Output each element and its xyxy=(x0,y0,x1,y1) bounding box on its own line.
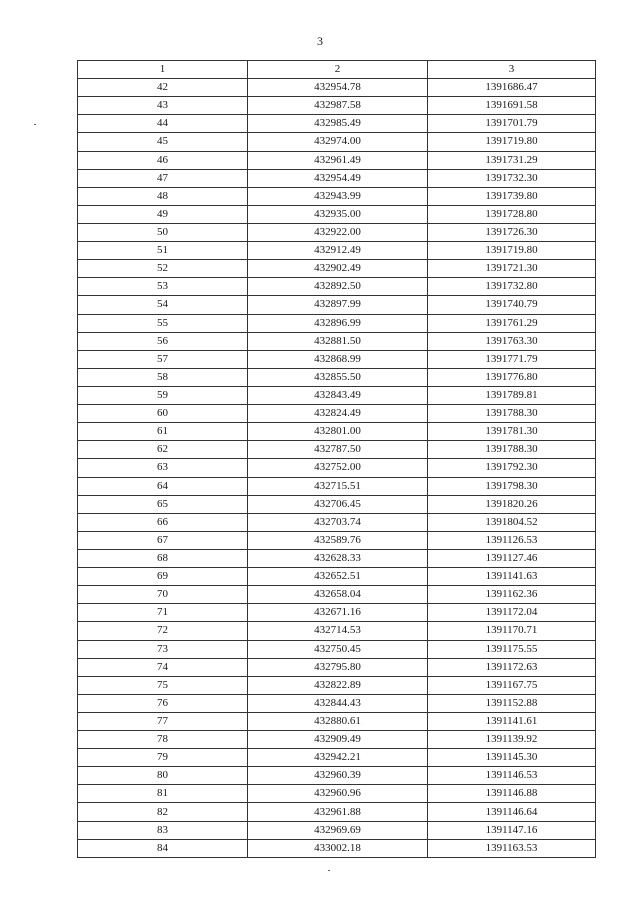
y-coordinate-cell: 1391691.58 xyxy=(428,97,596,115)
x-coordinate-cell: 432896.99 xyxy=(248,314,428,332)
x-coordinate-cell: 432960.39 xyxy=(248,767,428,785)
y-coordinate-cell: 1391167.75 xyxy=(428,676,596,694)
x-coordinate-cell: 432714.53 xyxy=(248,622,428,640)
x-coordinate-cell: 432822.89 xyxy=(248,676,428,694)
table-row xyxy=(78,79,596,97)
x-coordinate-cell: 432715.51 xyxy=(248,477,428,495)
y-coordinate-cell: 1391792.30 xyxy=(428,459,596,477)
table-row xyxy=(78,694,596,712)
x-coordinate-cell: 432844.43 xyxy=(248,694,428,712)
table-row xyxy=(78,839,596,857)
point-number-cell: 77 xyxy=(78,712,248,730)
y-coordinate-cell: 1391771.79 xyxy=(428,350,596,368)
x-coordinate-cell: 432954.49 xyxy=(248,169,428,187)
x-coordinate-cell: 432909.49 xyxy=(248,731,428,749)
point-number-cell: 50 xyxy=(78,223,248,241)
table-row xyxy=(78,568,596,586)
point-number-cell: 75 xyxy=(78,676,248,694)
table-row xyxy=(78,531,596,549)
point-number-cell: 54 xyxy=(78,296,248,314)
x-coordinate-cell: 432703.74 xyxy=(248,513,428,531)
y-coordinate-cell: 1391798.30 xyxy=(428,477,596,495)
table-row xyxy=(78,441,596,459)
x-coordinate-cell: 432961.88 xyxy=(248,803,428,821)
y-coordinate-cell: 1391763.30 xyxy=(428,332,596,350)
y-coordinate-cell: 1391152.88 xyxy=(428,694,596,712)
y-coordinate-cell: 1391146.64 xyxy=(428,803,596,821)
table-row xyxy=(78,785,596,803)
x-coordinate-cell: 432943.99 xyxy=(248,187,428,205)
x-coordinate-cell: 432987.58 xyxy=(248,97,428,115)
x-coordinate-cell: 432787.50 xyxy=(248,441,428,459)
y-coordinate-cell: 1391139.92 xyxy=(428,731,596,749)
point-number-cell: 82 xyxy=(78,803,248,821)
point-number-cell: 79 xyxy=(78,749,248,767)
point-number-cell: 76 xyxy=(78,694,248,712)
table-row xyxy=(78,658,596,676)
table-row xyxy=(78,332,596,350)
point-number-cell: 47 xyxy=(78,169,248,187)
x-coordinate-cell: 432671.16 xyxy=(248,604,428,622)
y-coordinate-cell: 1391146.53 xyxy=(428,767,596,785)
table-body xyxy=(78,79,596,858)
header-col-3: 3 xyxy=(428,61,596,79)
x-coordinate-cell: 432752.00 xyxy=(248,459,428,477)
x-coordinate-cell: 432880.61 xyxy=(248,712,428,730)
x-coordinate-cell: 432974.00 xyxy=(248,133,428,151)
table-row xyxy=(78,97,596,115)
table-row xyxy=(78,622,596,640)
point-number-cell: 58 xyxy=(78,368,248,386)
point-number-cell: 69 xyxy=(78,568,248,586)
y-coordinate-cell: 1391719.80 xyxy=(428,242,596,260)
point-number-cell: 59 xyxy=(78,386,248,404)
x-coordinate-cell: 432961.49 xyxy=(248,151,428,169)
y-coordinate-cell: 1391175.55 xyxy=(428,640,596,658)
y-coordinate-cell: 1391172.63 xyxy=(428,658,596,676)
table-row xyxy=(78,169,596,187)
point-number-cell: 83 xyxy=(78,821,248,839)
y-coordinate-cell: 1391170.71 xyxy=(428,622,596,640)
x-coordinate-cell: 432750.45 xyxy=(248,640,428,658)
table-row xyxy=(78,386,596,404)
page-number: 3 xyxy=(317,34,323,48)
y-coordinate-cell: 1391721.30 xyxy=(428,260,596,278)
y-coordinate-cell: 1391820.26 xyxy=(428,495,596,513)
x-coordinate-cell: 432801.00 xyxy=(248,423,428,441)
x-coordinate-cell: 432892.50 xyxy=(248,278,428,296)
point-number-cell: 51 xyxy=(78,242,248,260)
y-coordinate-cell: 1391126.53 xyxy=(428,531,596,549)
x-coordinate-cell: 432868.99 xyxy=(248,350,428,368)
table-row xyxy=(78,586,596,604)
y-coordinate-cell: 1391141.63 xyxy=(428,568,596,586)
header-col-2: 2 xyxy=(248,61,428,79)
point-number-cell: 81 xyxy=(78,785,248,803)
point-number-cell: 57 xyxy=(78,350,248,368)
y-coordinate-cell: 1391145.30 xyxy=(428,749,596,767)
table-row xyxy=(78,640,596,658)
table-row xyxy=(78,314,596,332)
x-coordinate-cell: 432881.50 xyxy=(248,332,428,350)
point-number-cell: 64 xyxy=(78,477,248,495)
point-number-cell: 63 xyxy=(78,459,248,477)
x-coordinate-cell: 432795.80 xyxy=(248,658,428,676)
table-row xyxy=(78,151,596,169)
point-number-cell: 49 xyxy=(78,205,248,223)
point-number-cell: 43 xyxy=(78,97,248,115)
table-row xyxy=(78,495,596,513)
x-coordinate-cell: 432922.00 xyxy=(248,223,428,241)
table-row xyxy=(78,405,596,423)
table-row xyxy=(78,459,596,477)
x-coordinate-cell: 432985.49 xyxy=(248,115,428,133)
x-coordinate-cell: 432912.49 xyxy=(248,242,428,260)
x-coordinate-cell: 432935.00 xyxy=(248,205,428,223)
x-coordinate-cell: 432824.49 xyxy=(248,405,428,423)
y-coordinate-cell: 1391776.80 xyxy=(428,368,596,386)
point-number-cell: 68 xyxy=(78,549,248,567)
x-coordinate-cell: 433002.18 xyxy=(248,839,428,857)
table-row xyxy=(78,278,596,296)
x-coordinate-cell: 432960.96 xyxy=(248,785,428,803)
table-row xyxy=(78,205,596,223)
header-col-1: 1 xyxy=(78,61,248,79)
x-coordinate-cell: 432902.49 xyxy=(248,260,428,278)
y-coordinate-cell: 1391789.81 xyxy=(428,386,596,404)
y-coordinate-cell: 1391146.88 xyxy=(428,785,596,803)
point-number-cell: 55 xyxy=(78,314,248,332)
y-coordinate-cell: 1391728.80 xyxy=(428,205,596,223)
y-coordinate-cell: 1391788.30 xyxy=(428,405,596,423)
y-coordinate-cell: 1391804.52 xyxy=(428,513,596,531)
point-number-cell: 72 xyxy=(78,622,248,640)
header-row xyxy=(78,61,596,79)
y-coordinate-cell: 1391788.30 xyxy=(428,441,596,459)
y-coordinate-cell: 1391739.80 xyxy=(428,187,596,205)
point-number-cell: 84 xyxy=(78,839,248,857)
y-coordinate-cell: 1391127.46 xyxy=(428,549,596,567)
point-number-cell: 71 xyxy=(78,604,248,622)
table-row xyxy=(78,749,596,767)
y-coordinate-cell: 1391686.47 xyxy=(428,79,596,97)
point-number-cell: 46 xyxy=(78,151,248,169)
table-row xyxy=(78,803,596,821)
point-number-cell: 66 xyxy=(78,513,248,531)
y-coordinate-cell: 1391163.53 xyxy=(428,839,596,857)
y-coordinate-cell: 1391731.29 xyxy=(428,151,596,169)
point-number-cell: 80 xyxy=(78,767,248,785)
table-header xyxy=(78,61,596,79)
y-coordinate-cell: 1391761.29 xyxy=(428,314,596,332)
x-coordinate-cell: 432652.51 xyxy=(248,568,428,586)
coordinates-table xyxy=(77,60,596,858)
table-row xyxy=(78,187,596,205)
point-number-cell: 42 xyxy=(78,79,248,97)
y-coordinate-cell: 1391740.79 xyxy=(428,296,596,314)
scan-speck xyxy=(34,124,36,125)
point-number-cell: 74 xyxy=(78,658,248,676)
point-number-cell: 73 xyxy=(78,640,248,658)
table-row xyxy=(78,133,596,151)
table-row xyxy=(78,223,596,241)
x-coordinate-cell: 432706.45 xyxy=(248,495,428,513)
table-row xyxy=(78,731,596,749)
table-row xyxy=(78,260,596,278)
y-coordinate-cell: 1391726.30 xyxy=(428,223,596,241)
point-number-cell: 78 xyxy=(78,731,248,749)
point-number-cell: 56 xyxy=(78,332,248,350)
point-number-cell: 53 xyxy=(78,278,248,296)
y-coordinate-cell: 1391162.36 xyxy=(428,586,596,604)
point-number-cell: 52 xyxy=(78,260,248,278)
table-row xyxy=(78,767,596,785)
point-number-cell: 48 xyxy=(78,187,248,205)
scan-speck xyxy=(328,870,330,871)
table-row xyxy=(78,423,596,441)
x-coordinate-cell: 432589.76 xyxy=(248,531,428,549)
y-coordinate-cell: 1391781.30 xyxy=(428,423,596,441)
table-row xyxy=(78,350,596,368)
point-number-cell: 67 xyxy=(78,531,248,549)
y-coordinate-cell: 1391732.30 xyxy=(428,169,596,187)
table-row xyxy=(78,296,596,314)
table-row xyxy=(78,115,596,133)
x-coordinate-cell: 432843.49 xyxy=(248,386,428,404)
table-row xyxy=(78,242,596,260)
x-coordinate-cell: 432628.33 xyxy=(248,549,428,567)
point-number-cell: 61 xyxy=(78,423,248,441)
y-coordinate-cell: 1391172.04 xyxy=(428,604,596,622)
x-coordinate-cell: 432969.69 xyxy=(248,821,428,839)
y-coordinate-cell: 1391701.79 xyxy=(428,115,596,133)
point-number-cell: 62 xyxy=(78,441,248,459)
table-row xyxy=(78,513,596,531)
table-row xyxy=(78,604,596,622)
y-coordinate-cell: 1391732.80 xyxy=(428,278,596,296)
y-coordinate-cell: 1391147.16 xyxy=(428,821,596,839)
x-coordinate-cell: 432855.50 xyxy=(248,368,428,386)
point-number-cell: 70 xyxy=(78,586,248,604)
point-number-cell: 45 xyxy=(78,133,248,151)
point-number-cell: 44 xyxy=(78,115,248,133)
x-coordinate-cell: 432897.99 xyxy=(248,296,428,314)
point-number-cell: 60 xyxy=(78,405,248,423)
x-coordinate-cell: 432954.78 xyxy=(248,79,428,97)
table-row xyxy=(78,368,596,386)
table-row xyxy=(78,549,596,567)
table-row xyxy=(78,712,596,730)
table-row xyxy=(78,821,596,839)
x-coordinate-cell: 432942.21 xyxy=(248,749,428,767)
x-coordinate-cell: 432658.04 xyxy=(248,586,428,604)
point-number-cell: 65 xyxy=(78,495,248,513)
y-coordinate-cell: 1391141.61 xyxy=(428,712,596,730)
y-coordinate-cell: 1391719.80 xyxy=(428,133,596,151)
table-row xyxy=(78,676,596,694)
table-row xyxy=(78,477,596,495)
